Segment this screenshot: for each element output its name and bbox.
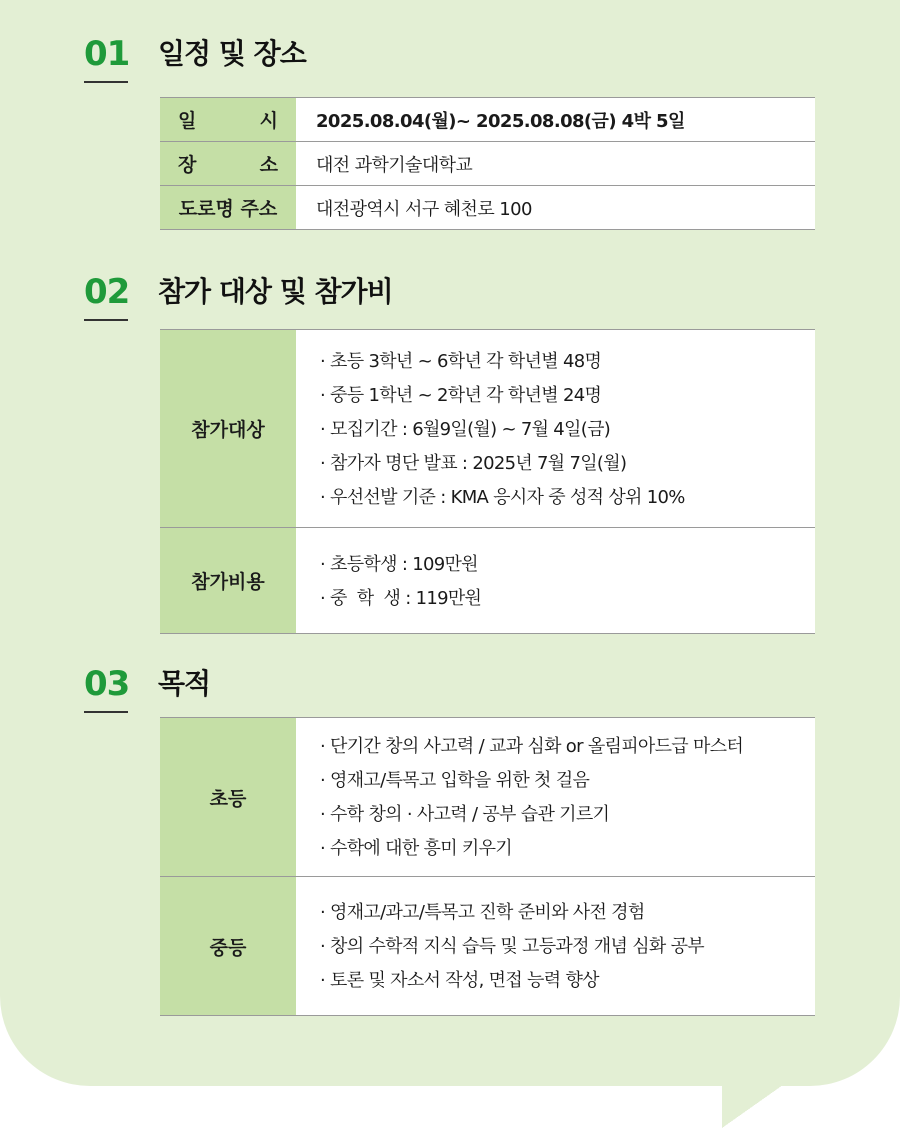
table-row <box>160 98 815 142</box>
location-value: 대전 과학기술대학교 <box>296 142 815 186</box>
list-item: · 창의 수학적 지식 습득 및 고등과정 개념 심화 공부 <box>320 930 815 964</box>
table-row <box>160 718 815 877</box>
date-value: 2025.08.04(월)~ 2025.08.08(금) 4박 5일 <box>296 98 815 142</box>
label-part: 장 <box>178 154 197 176</box>
schedule-table <box>160 97 815 230</box>
elementary-cell <box>296 718 815 877</box>
table-row <box>160 142 815 186</box>
elementary-label: 초등 <box>160 718 296 877</box>
section-title: 참가 대상 및 참가비 <box>158 275 393 308</box>
list-item: · 참가자 명단 발표 : 2025년 7월 7일(월) <box>320 447 815 481</box>
table-row <box>160 877 815 1016</box>
list-item: · 모집기간 : 6월9일(월) ~ 7월 4일(금) <box>320 413 815 447</box>
list-item: · 단기간 창의 사고력 / 교과 심화 or 올림피아드급 마스터 <box>320 730 815 764</box>
participants-table <box>160 329 815 634</box>
table-row <box>160 528 815 634</box>
fee-cell <box>296 528 815 634</box>
middle-label: 중등 <box>160 877 296 1016</box>
middle-cell <box>296 877 815 1016</box>
section-underline <box>84 711 128 713</box>
row-label <box>160 142 296 186</box>
row-label <box>160 98 296 142</box>
target-cell <box>296 330 815 528</box>
list-item: · 영재고/특목고 입학을 위한 첫 걸음 <box>320 764 815 798</box>
target-list <box>296 333 815 525</box>
middle-list <box>296 884 815 1008</box>
list-item: · 중등 1학년 ~ 2학년 각 학년별 24명 <box>320 379 815 413</box>
target-label: 참가대상 <box>160 330 296 528</box>
list-item: · 영재고/과고/특목고 진학 준비와 사전 경험 <box>320 896 815 930</box>
list-item: · 토론 및 자소서 작성, 면접 능력 향상 <box>320 964 815 998</box>
label-part: 일 <box>178 110 197 132</box>
list-item: · 초등 3학년 ~ 6학년 각 학년별 48명 <box>320 345 815 379</box>
row-label: 도로명 주소 <box>160 186 296 230</box>
label-part: 소 <box>259 154 278 176</box>
section-underline <box>84 319 128 321</box>
table-row <box>160 186 815 230</box>
speech-bubble-tail <box>722 1080 790 1128</box>
section-title: 목적 <box>158 667 211 700</box>
list-item: · 중 학 생 : 119만원 <box>320 582 815 616</box>
section-number: 03 <box>84 664 130 704</box>
label-part: 시 <box>259 110 278 132</box>
list-item: · 수학 창의 · 사고력 / 공부 습관 기르기 <box>320 798 815 832</box>
section-number: 01 <box>84 34 130 74</box>
fee-list <box>296 536 815 626</box>
table-row <box>160 330 815 528</box>
section-underline <box>84 81 128 83</box>
section-title: 일정 및 장소 <box>158 37 306 70</box>
list-item: · 우선선발 기준 : KMA 응시자 중 성적 상위 10% <box>320 481 815 515</box>
address-value: 대전광역시 서구 혜천로 100 <box>296 186 815 230</box>
fee-label: 참가비용 <box>160 528 296 634</box>
section-number: 02 <box>84 272 130 312</box>
list-item: · 초등학생 : 109만원 <box>320 548 815 582</box>
purpose-table <box>160 717 815 1016</box>
elementary-list <box>296 718 815 876</box>
list-item: · 수학에 대한 흥미 키우기 <box>320 832 815 866</box>
